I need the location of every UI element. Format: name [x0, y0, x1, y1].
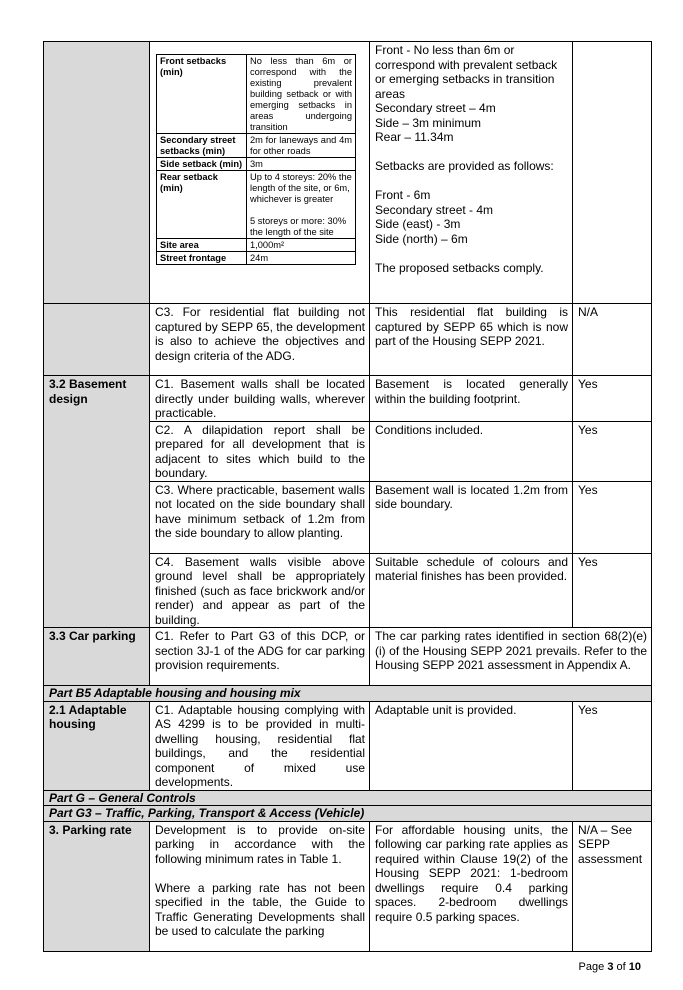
section-heading: 3.2 Basement design	[44, 376, 150, 628]
setback-value: Up to 4 storeys: 20% the length of the site, or 6m, whichever is greater 5 storeys or more: 30% the length of the site	[247, 171, 356, 239]
page-word: Page	[578, 961, 605, 973]
complies-cell: N/A	[573, 304, 652, 376]
section-heading: 3.3 Car parking	[44, 628, 150, 686]
complies-cell: Yes	[573, 553, 652, 628]
setback-label: Secondary street setbacks (min)	[157, 134, 247, 158]
complies-cell	[573, 42, 652, 304]
control-cell: C1. Refer to Part G3 of this DCP, or section 3J-1 of the ADG for car parking provision requirements.	[150, 628, 370, 686]
page-total: 10	[628, 961, 641, 973]
table-row	[44, 821, 652, 951]
setback-label: Site area	[157, 239, 247, 252]
setback-label: Rear setback (min)	[157, 171, 247, 239]
document-page	[43, 41, 651, 952]
setback-label: Street frontage	[157, 252, 247, 265]
control-cell	[150, 42, 370, 304]
control-cell: C3. Where practicable, basement walls not located on the side boundary shall have minimum setback of 1.2m from the side boundary to allow planting.	[150, 481, 370, 553]
section-cell	[44, 304, 150, 376]
table-row	[44, 806, 652, 822]
assessment-cell: This residential flat building is captured by SEPP 65 which is now part of the Housing SEPP 2021.	[370, 304, 573, 376]
control-cell: C1. Basement walls shall be located directly under building walls, wherever practicable.	[150, 376, 370, 422]
setback-label: Front setbacks (min)	[157, 55, 247, 134]
table-row	[157, 55, 356, 134]
table-row	[157, 171, 356, 239]
complies-cell: N/A – See SEPP assessment	[573, 821, 652, 951]
page-number: 3	[607, 961, 614, 973]
part-heading: Part B5 Adaptable housing and housing mix	[44, 686, 652, 702]
assessment-cell: Conditions included.	[370, 421, 573, 481]
page-footer	[579, 961, 641, 973]
table-row	[44, 686, 652, 702]
table-row	[44, 376, 652, 422]
table-row	[157, 134, 356, 158]
assessment-cell: For affordable housing units, the following car parking rate applies as required within Clause 19(2) of the Housing SEPP 2021: 1-bedroom dwellings require 0.4 parking spaces. 2-bedroom dwellings require 0.5 parking spaces.	[370, 821, 573, 951]
assessment-cell: Basement wall is located 1.2m from side boundary.	[370, 481, 573, 553]
complies-cell: Yes	[573, 421, 652, 481]
table-row	[157, 252, 356, 265]
of-word: of	[616, 961, 626, 973]
setback-label: Side setback (min)	[157, 158, 247, 171]
table-row	[44, 701, 652, 790]
setback-value: 1,000m²	[247, 239, 356, 252]
setbacks-inner-table	[156, 54, 356, 265]
control-cell: C4. Basement walls visible above ground level shall be appropriately finished (such as face brickwork and/or render) and appear as part of the building.	[150, 553, 370, 628]
complies-cell: Yes	[573, 481, 652, 553]
complies-cell: Yes	[573, 376, 652, 422]
assessment-cell: Adaptable unit is provided.	[370, 701, 573, 790]
section-heading: 2.1 Adaptable housing	[44, 701, 150, 790]
table-row	[157, 158, 356, 171]
setback-value: 2m for laneways and 4m for other roads	[247, 134, 356, 158]
table-row	[157, 239, 356, 252]
control-cell: Development is to provide on-site parking in accordance with the following minimum rates in Table 1. Where a parking rate has not been specified in the table, the Guide to Traffic Generating Developments shall be used to calculate the parking	[150, 821, 370, 951]
assessment-cell: Basement is located generally within the building footprint.	[370, 376, 573, 422]
setback-value: No less than 6m or correspond with the existing prevalent building setback or with emerging setbacks in areas undergoing transition	[247, 55, 356, 134]
section-cell	[44, 42, 150, 304]
complies-cell: Yes	[573, 701, 652, 790]
assessment-cell: The car parking rates identified in section 68(2)(e)(i) of the Housing SEPP 2021 prevails. Refer to the Housing SEPP 2021 assessment in Appendix A.	[370, 628, 652, 686]
part-heading: Part G – General Controls	[44, 790, 652, 806]
setback-value: 3m	[247, 158, 356, 171]
table-row	[44, 790, 652, 806]
setback-value: 24m	[247, 252, 356, 265]
part-heading: Part G3 – Traffic, Parking, Transport & Access (Vehicle)	[44, 806, 652, 822]
assessment-cell: Front - No less than 6m or correspond with prevalent setback or emerging setbacks in transition areas Secondary street – 4m Side – 3m minimum Rear – 11.34m Setbacks are provided as follows: Front - 6m Secondary street - 4m Side (east) - 3m Side (north) – 6m The proposed setbacks comply.	[370, 42, 573, 304]
section-heading: 3. Parking rate	[44, 821, 150, 951]
table-row	[44, 42, 652, 304]
table-row	[44, 628, 652, 686]
control-cell: C2. A dilapidation report shall be prepared for all development that is adjacent to sites which build to the boundary.	[150, 421, 370, 481]
assessment-cell: Suitable schedule of colours and material finishes has been provided.	[370, 553, 573, 628]
control-cell: C3. For residential flat building not captured by SEPP 65, the development is also to achieve the objectives and design criteria of the ADG.	[150, 304, 370, 376]
control-cell: C1. Adaptable housing complying with AS 4299 is to be provided in multi-dwelling housing, residential flat buildings, and the residential component of mixed use developments.	[150, 701, 370, 790]
table-row	[44, 304, 652, 376]
compliance-table	[43, 41, 652, 952]
